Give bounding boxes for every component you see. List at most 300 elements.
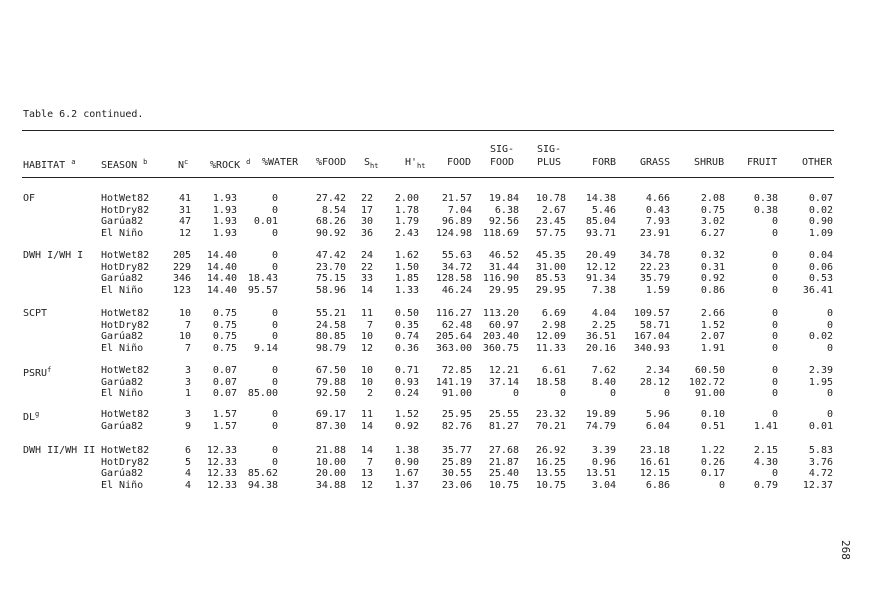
hht-cell: 0.50 [394, 308, 419, 319]
sigplus-cell: 16.25 [535, 456, 566, 468]
sigplus-cell: 85.53 [535, 273, 566, 285]
sht-cell: 7 [366, 319, 373, 331]
hht-cell: 0.71 [394, 365, 419, 376]
water-cell: 0 [271, 331, 278, 343]
rock-cell: 0.75 [212, 308, 237, 319]
table-caption: Table 6.2 continued. [23, 109, 144, 120]
fruit-cell: 0 [771, 376, 778, 388]
n-cell: 4 [184, 480, 191, 492]
forb-cell: 91.34 [585, 273, 616, 285]
hht-cell: 2.43 [394, 228, 419, 240]
water-cell: 0 [271, 261, 278, 273]
shrub-cell: 0.10 [700, 409, 725, 420]
sht-cell: 12 [360, 343, 373, 355]
hht-cell: 1.85 [394, 273, 419, 285]
food-pct-cell: 68.26 [315, 216, 346, 228]
other-cell: 0 [826, 319, 833, 331]
header-sigfood-line2: FOOD [490, 157, 515, 168]
fruit-cell: 0.38 [753, 204, 778, 216]
sht-cell: 36 [360, 228, 373, 240]
grass-cell: 2.34 [645, 365, 670, 376]
other-cell: 0.02 [808, 204, 833, 216]
fruit-cell: 0 [771, 409, 778, 420]
sht-cell: 24 [360, 250, 373, 261]
header-food: FOOD [447, 157, 472, 168]
food-pct-cell: 10.00 [315, 456, 346, 468]
food-pct-cell: 24.58 [315, 319, 346, 331]
hht-cell: 0.90 [394, 456, 419, 468]
season-cell: Garúa82 [101, 216, 144, 228]
rock-cell: 14.40 [206, 250, 237, 261]
sht-cell: 12 [360, 480, 373, 492]
shrub-cell: 60.50 [694, 365, 725, 376]
grass-cell: 58.71 [639, 319, 670, 331]
food-pct-cell: 67.50 [315, 365, 346, 376]
sht-cell: 11 [360, 308, 373, 319]
season-cell: Garúa82 [101, 376, 144, 388]
sigplus-cell: 23.45 [535, 216, 566, 228]
sht-cell: 33 [360, 273, 373, 285]
water-cell: 0 [271, 319, 278, 331]
sigplus-cell: 18.58 [535, 376, 566, 388]
sigfood-cell: 60.97 [488, 319, 519, 331]
habitat-label: $DL^g$ [23, 410, 40, 423]
forb-cell: 8.40 [591, 376, 616, 388]
other-cell: 0 [826, 343, 833, 355]
shrub-cell: 0.26 [700, 456, 725, 468]
header-sigplus-line1: SIG- [537, 144, 562, 155]
season-cell: HotWet82 [101, 250, 150, 261]
table-top-rule [22, 130, 834, 131]
food-pct-cell: 58.96 [315, 285, 346, 297]
shrub-cell: 2.08 [700, 193, 725, 204]
grass-cell: 35.79 [639, 273, 670, 285]
shrub-cell: 1.52 [700, 319, 725, 331]
rock-cell: 12.33 [206, 456, 237, 468]
forb-cell: 20.16 [585, 343, 616, 355]
n-cell: 123 [172, 285, 191, 297]
other-cell: 5.83 [808, 445, 833, 456]
sigfood-cell: 10.75 [488, 480, 519, 492]
rock-cell: 0.75 [212, 343, 237, 355]
food-cell: 30.55 [441, 468, 472, 480]
grass-cell: 0.43 [645, 204, 670, 216]
shrub-cell: 1.91 [700, 343, 725, 355]
food-pct-cell: 20.00 [315, 468, 346, 480]
forb-cell: 3.39 [591, 445, 616, 456]
sigplus-cell: 13.55 [535, 468, 566, 480]
n-cell: 12 [178, 228, 191, 240]
forb-cell: 3.04 [591, 480, 616, 492]
rock-cell: 14.40 [206, 261, 237, 273]
sigplus-cell: 29.95 [535, 285, 566, 297]
sigfood-cell: 0 [512, 388, 519, 400]
other-cell: 0 [826, 308, 833, 319]
food-cell: 96.89 [441, 216, 472, 228]
grass-cell: 23.18 [639, 445, 670, 456]
sht-cell: 17 [360, 204, 373, 216]
water-cell: 0 [271, 420, 278, 432]
water-cell: 18.43 [247, 273, 278, 285]
other-cell: 0 [826, 409, 833, 420]
n-cell: 41 [178, 193, 191, 204]
grass-cell: 34.78 [639, 250, 670, 261]
food-pct-cell: 87.30 [315, 420, 346, 432]
hht-cell: 1.79 [394, 216, 419, 228]
sigfood-cell: 6.38 [494, 204, 519, 216]
sigplus-cell: 10.75 [535, 480, 566, 492]
n-cell: 229 [172, 261, 191, 273]
food-pct-cell: 98.79 [315, 343, 346, 355]
fruit-cell: 2.15 [753, 445, 778, 456]
other-cell: 0.04 [808, 250, 833, 261]
forb-cell: 20.49 [585, 250, 616, 261]
grass-cell: 7.93 [645, 216, 670, 228]
shrub-cell: 2.07 [700, 331, 725, 343]
rock-cell: 14.40 [206, 273, 237, 285]
food-pct-cell: 92.50 [315, 388, 346, 400]
food-cell: 23.06 [441, 480, 472, 492]
fruit-cell: 0.38 [753, 193, 778, 204]
rock-cell: 1.93 [212, 228, 237, 240]
habitat-label: SCPT [23, 308, 48, 319]
forb-cell: 7.38 [591, 285, 616, 297]
sht-cell: 7 [366, 456, 373, 468]
grass-cell: 0 [663, 388, 670, 400]
sht-cell: 14 [360, 285, 373, 297]
n-cell: 205 [172, 250, 191, 261]
table-header-rule [22, 177, 834, 178]
sigfood-cell: 81.27 [488, 420, 519, 432]
forb-cell: 4.04 [591, 308, 616, 319]
other-cell: 2.39 [808, 365, 833, 376]
shrub-cell: 2.66 [700, 308, 725, 319]
sigplus-cell: 2.98 [541, 319, 566, 331]
header-other: OTHER [802, 157, 833, 168]
grass-cell: 28.12 [639, 376, 670, 388]
hht-cell: 1.33 [394, 285, 419, 297]
water-cell: 85.00 [247, 388, 278, 400]
shrub-cell: 0.17 [700, 468, 725, 480]
sigfood-cell: 19.84 [488, 193, 519, 204]
season-cell: HotWet82 [101, 308, 150, 319]
water-cell: 0.01 [253, 216, 278, 228]
food-cell: 25.95 [441, 409, 472, 420]
food-cell: 363.00 [435, 343, 472, 355]
season-cell: El Niño [101, 343, 144, 355]
fruit-cell: 0 [771, 285, 778, 297]
food-cell: 55.63 [441, 250, 472, 261]
hht-cell: 2.00 [394, 193, 419, 204]
forb-cell: 2.25 [591, 319, 616, 331]
other-cell: 0.06 [808, 261, 833, 273]
header-water: %WATER [262, 157, 299, 168]
shrub-cell: 91.00 [694, 388, 725, 400]
rock-cell: 12.33 [206, 468, 237, 480]
other-cell: 36.41 [802, 285, 833, 297]
fruit-cell: 0 [771, 250, 778, 261]
food-pct-cell: 80.85 [315, 331, 346, 343]
sht-cell: 22 [360, 193, 373, 204]
sigplus-cell: 26.92 [535, 445, 566, 456]
season-cell: Garúa82 [101, 331, 144, 343]
sigplus-cell: 11.33 [535, 343, 566, 355]
sht-cell: 13 [360, 468, 373, 480]
sht-cell: 30 [360, 216, 373, 228]
rock-cell: 12.33 [206, 480, 237, 492]
n-cell: 4 [184, 468, 191, 480]
water-cell: 0 [271, 376, 278, 388]
fruit-cell: 0 [771, 273, 778, 285]
food-pct-cell: 75.15 [315, 273, 346, 285]
food-cell: 21.57 [441, 193, 472, 204]
n-cell: 5 [184, 456, 191, 468]
season-cell: El Niño [101, 228, 144, 240]
season-cell: HotWet82 [101, 409, 150, 420]
grass-cell: 109.57 [633, 308, 670, 319]
n-cell: 346 [172, 273, 191, 285]
sht-cell: 10 [360, 331, 373, 343]
sht-cell: 14 [360, 420, 373, 432]
fruit-cell: 0 [771, 228, 778, 240]
sigfood-cell: 116.90 [482, 273, 519, 285]
sigfood-cell: 25.55 [488, 409, 519, 420]
sigfood-cell: 113.20 [482, 308, 519, 319]
grass-cell: 6.04 [645, 420, 670, 432]
season-cell: HotWet82 [101, 193, 150, 204]
rock-cell: 0.75 [212, 319, 237, 331]
n-cell: 10 [178, 308, 191, 319]
water-cell: 94.38 [247, 480, 278, 492]
header-habitat: HABITAT $^a$ [23, 158, 76, 171]
food-pct-cell: 79.88 [315, 376, 346, 388]
fruit-cell: 0 [771, 319, 778, 331]
n-cell: 3 [184, 376, 191, 388]
forb-cell: 0 [609, 388, 616, 400]
other-cell: 12.37 [802, 480, 833, 492]
hht-cell: 0.92 [394, 420, 419, 432]
food-cell: 124.98 [435, 228, 472, 240]
sigfood-cell: 46.52 [488, 250, 519, 261]
grass-cell: 23.91 [639, 228, 670, 240]
season-cell: El Niño [101, 285, 144, 297]
hht-cell: 1.38 [394, 445, 419, 456]
water-cell: 0 [271, 228, 278, 240]
header-sigplus-line2: PLUS [537, 157, 562, 168]
sht-cell: 22 [360, 261, 373, 273]
n-cell: 7 [184, 343, 191, 355]
fruit-cell: 0.79 [753, 480, 778, 492]
water-cell: 0 [271, 250, 278, 261]
sigplus-cell: 12.09 [535, 331, 566, 343]
fruit-cell: 0 [771, 261, 778, 273]
sht-cell: 2 [366, 388, 373, 400]
food-cell: 128.58 [435, 273, 472, 285]
sht-cell: 11 [360, 409, 373, 420]
shrub-cell: 0.75 [700, 204, 725, 216]
forb-cell: 7.62 [591, 365, 616, 376]
food-pct-cell: 47.42 [315, 250, 346, 261]
forb-cell: 19.89 [585, 409, 616, 420]
food-pct-cell: 27.42 [315, 193, 346, 204]
shrub-cell: 1.22 [700, 445, 725, 456]
hht-cell: 0.74 [394, 331, 419, 343]
water-cell: 0 [271, 308, 278, 319]
food-cell: 91.00 [441, 388, 472, 400]
rock-cell: 1.93 [212, 193, 237, 204]
habitat-label: DWH I/WH I [23, 250, 84, 261]
rock-cell: 0.07 [212, 388, 237, 400]
hht-cell: 0.36 [394, 343, 419, 355]
sigfood-cell: 27.68 [488, 445, 519, 456]
grass-cell: 22.23 [639, 261, 670, 273]
water-cell: 0 [271, 409, 278, 420]
sigfood-cell: 29.95 [488, 285, 519, 297]
grass-cell: 6.86 [645, 480, 670, 492]
rock-cell: 1.57 [212, 420, 237, 432]
fruit-cell: 0 [771, 308, 778, 319]
header-fruit: FRUIT [747, 157, 778, 168]
season-cell: Garúa82 [101, 420, 144, 432]
season-cell: HotWet82 [101, 365, 150, 376]
food-pct-cell: 21.88 [315, 445, 346, 456]
sigfood-cell: 31.44 [488, 261, 519, 273]
season-cell: HotDry82 [101, 204, 150, 216]
header-sht: $S_{ht}$ [364, 157, 379, 170]
food-cell: 35.77 [441, 445, 472, 456]
fruit-cell: 0 [771, 216, 778, 228]
season-cell: Garúa82 [101, 273, 144, 285]
food-cell: 25.89 [441, 456, 472, 468]
habitat-label: DWH II/WH II [23, 445, 96, 456]
grass-cell: 340.93 [633, 343, 670, 355]
forb-cell: 12.12 [585, 261, 616, 273]
rock-cell: 12.33 [206, 445, 237, 456]
sigplus-cell: 57.75 [535, 228, 566, 240]
sigfood-cell: 21.87 [488, 456, 519, 468]
water-cell: 0 [271, 456, 278, 468]
n-cell: 47 [178, 216, 191, 228]
hht-cell: 1.37 [394, 480, 419, 492]
header-forb: FORB [592, 157, 617, 168]
season-cell: El Niño [101, 480, 144, 492]
food-cell: 82.76 [441, 420, 472, 432]
fruit-cell: 0 [771, 365, 778, 376]
season-cell: El Niño [101, 388, 144, 400]
header-n: $N^c$ [178, 158, 189, 171]
sigfood-cell: 25.40 [488, 468, 519, 480]
food-pct-cell: 55.21 [315, 308, 346, 319]
other-cell: 0.90 [808, 216, 833, 228]
season-cell: HotDry82 [101, 261, 150, 273]
other-cell: 1.95 [808, 376, 833, 388]
sigplus-cell: 6.69 [541, 308, 566, 319]
sigplus-cell: 31.00 [535, 261, 566, 273]
sigfood-cell: 203.40 [482, 331, 519, 343]
sigplus-cell: 6.61 [541, 365, 566, 376]
water-cell: 0 [271, 204, 278, 216]
n-cell: 6 [184, 445, 191, 456]
hht-cell: 1.50 [394, 261, 419, 273]
food-cell: 141.19 [435, 376, 472, 388]
rock-cell: 1.93 [212, 204, 237, 216]
grass-cell: 12.15 [639, 468, 670, 480]
forb-cell: 14.38 [585, 193, 616, 204]
n-cell: 10 [178, 331, 191, 343]
shrub-cell: 0 [718, 480, 725, 492]
sigfood-cell: 37.14 [488, 376, 519, 388]
hht-cell: 1.78 [394, 204, 419, 216]
grass-cell: 167.04 [633, 331, 670, 343]
food-pct-cell: 34.88 [315, 480, 346, 492]
shrub-cell: 0.31 [700, 261, 725, 273]
hht-cell: 1.67 [394, 468, 419, 480]
n-cell: 3 [184, 409, 191, 420]
other-cell: 0.07 [808, 193, 833, 204]
sigplus-cell: 10.78 [535, 193, 566, 204]
food-pct-cell: 69.17 [315, 409, 346, 420]
fruit-cell: 0 [771, 468, 778, 480]
header-food-pct: %FOOD [316, 157, 347, 168]
grass-cell: 1.59 [645, 285, 670, 297]
water-cell: 0 [271, 445, 278, 456]
water-cell: 0 [271, 193, 278, 204]
food-cell: 116.27 [435, 308, 472, 319]
hht-cell: 0.24 [394, 388, 419, 400]
forb-cell: 74.79 [585, 420, 616, 432]
header-sigfood-line1: SIG- [490, 144, 515, 155]
water-cell: 85.62 [247, 468, 278, 480]
other-cell: 0.02 [808, 331, 833, 343]
rock-cell: 14.40 [206, 285, 237, 297]
season-cell: HotWet82 [101, 445, 150, 456]
sigplus-cell: 70.21 [535, 420, 566, 432]
header-hht: $H'_{ht}$ [405, 157, 426, 170]
n-cell: 1 [184, 388, 191, 400]
food-cell: 34.72 [441, 261, 472, 273]
food-pct-cell: 8.54 [321, 204, 346, 216]
habitat-label: PSRU$^f$ [23, 366, 52, 379]
rock-cell: 0.07 [212, 365, 237, 376]
other-cell: 3.76 [808, 456, 833, 468]
forb-cell: 5.46 [591, 204, 616, 216]
food-pct-cell: 90.92 [315, 228, 346, 240]
food-cell: 62.48 [441, 319, 472, 331]
water-cell: 95.57 [247, 285, 278, 297]
sigfood-cell: 92.56 [488, 216, 519, 228]
header-grass: GRASS [640, 157, 671, 168]
hht-cell: 1.62 [394, 250, 419, 261]
sht-cell: 10 [360, 376, 373, 388]
shrub-cell: 6.27 [700, 228, 725, 240]
header-season: SEASON $^b$ [101, 158, 148, 171]
header-rock: %ROCK $^d$ [210, 158, 251, 171]
season-cell: HotDry82 [101, 319, 150, 331]
food-cell: 46.24 [441, 285, 472, 297]
fruit-cell: 4.30 [753, 456, 778, 468]
other-cell: 0.01 [808, 420, 833, 432]
other-cell: 1.09 [808, 228, 833, 240]
forb-cell: 13.51 [585, 468, 616, 480]
page-number: 268 [839, 540, 852, 560]
habitat-label: OF [23, 193, 36, 204]
shrub-cell: 0.92 [700, 273, 725, 285]
rock-cell: 0.75 [212, 331, 237, 343]
rock-cell: 0.07 [212, 376, 237, 388]
forb-cell: 85.04 [585, 216, 616, 228]
water-cell: 9.14 [253, 343, 278, 355]
food-cell: 205.64 [435, 331, 472, 343]
